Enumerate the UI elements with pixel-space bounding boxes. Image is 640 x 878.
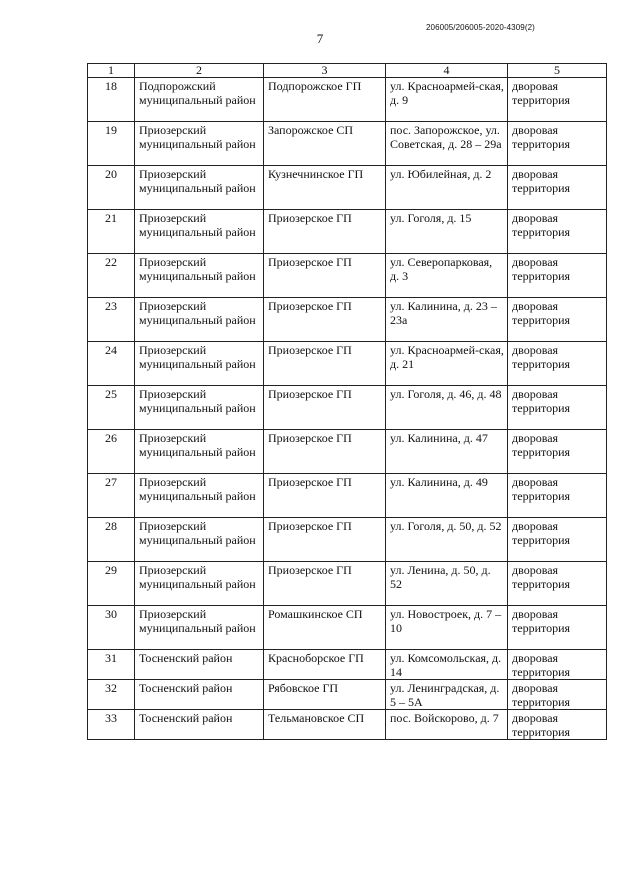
cell-type: дворовая территория: [508, 562, 607, 606]
cell-type: дворовая территория: [508, 680, 607, 710]
cell-type: дворовая территория: [508, 518, 607, 562]
cell-district: Приозерский муниципальный район: [135, 298, 264, 342]
cell-address: ул. Ленина, д. 50, д. 52: [386, 562, 508, 606]
table-row: [88, 710, 607, 740]
cell-district: Приозерский муниципальный район: [135, 562, 264, 606]
cell-type: дворовая территория: [508, 650, 607, 680]
cell-type: дворовая территория: [508, 386, 607, 430]
cell-address: ул. Гоголя, д. 15: [386, 210, 508, 254]
cell-type: дворовая территория: [508, 254, 607, 298]
cell-type: дворовая территория: [508, 122, 607, 166]
cell-settlement: Красноборское ГП: [264, 650, 386, 680]
cell-type: дворовая территория: [508, 210, 607, 254]
cell-address: ул. Ленинградская, д. 5 – 5А: [386, 680, 508, 710]
cell-district: Приозерский муниципальный район: [135, 122, 264, 166]
column-header: 3: [264, 64, 386, 78]
addresses-table: [87, 63, 607, 740]
page-number: 7: [316, 31, 324, 46]
table-row: [88, 430, 607, 474]
table-row: [88, 680, 607, 710]
cell-district: Подпорожский муниципальный район: [135, 78, 264, 122]
cell-address: ул. Калинина, д. 23 – 23а: [386, 298, 508, 342]
cell-num: 21: [88, 210, 135, 254]
cell-address: ул. Калинина, д. 47: [386, 430, 508, 474]
cell-settlement: Приозерское ГП: [264, 298, 386, 342]
cell-settlement: Приозерское ГП: [264, 210, 386, 254]
table-row: [88, 78, 607, 122]
cell-type: дворовая территория: [508, 78, 607, 122]
cell-num: 22: [88, 254, 135, 298]
cell-address: пос. Войскорово, д. 7: [386, 710, 508, 740]
column-header: 5: [508, 64, 607, 78]
cell-num: 24: [88, 342, 135, 386]
cell-settlement: Приозерское ГП: [264, 474, 386, 518]
cell-num: 19: [88, 122, 135, 166]
cell-district: Приозерский муниципальный район: [135, 518, 264, 562]
cell-address: ул. Гоголя, д. 50, д. 52: [386, 518, 508, 562]
cell-num: 20: [88, 166, 135, 210]
table-row: [88, 254, 607, 298]
table-row: [88, 474, 607, 518]
cell-num: 32: [88, 680, 135, 710]
cell-district: Приозерский муниципальный район: [135, 606, 264, 650]
cell-type: дворовая территория: [508, 430, 607, 474]
cell-settlement: Кузнечнинское ГП: [264, 166, 386, 210]
cell-district: Приозерский муниципальный район: [135, 474, 264, 518]
cell-district: Приозерский муниципальный район: [135, 386, 264, 430]
table-row: [88, 122, 607, 166]
cell-type: дворовая территория: [508, 606, 607, 650]
cell-num: 26: [88, 430, 135, 474]
cell-district: Приозерский муниципальный район: [135, 430, 264, 474]
table-row: [88, 298, 607, 342]
cell-num: 28: [88, 518, 135, 562]
table-row: [88, 166, 607, 210]
table-row: [88, 606, 607, 650]
cell-address: ул. Калинина, д. 49: [386, 474, 508, 518]
cell-settlement: Приозерское ГП: [264, 386, 386, 430]
table-row: [88, 562, 607, 606]
cell-settlement: Запорожское СП: [264, 122, 386, 166]
table-row: [88, 650, 607, 680]
cell-settlement: Рябовское ГП: [264, 680, 386, 710]
cell-address: ул. Комсомольская, д. 14: [386, 650, 508, 680]
cell-num: 25: [88, 386, 135, 430]
cell-address: ул. Северопарковая, д. 3: [386, 254, 508, 298]
cell-address: ул. Красноармей-ская, д. 21: [386, 342, 508, 386]
table-row: [88, 386, 607, 430]
cell-type: дворовая территория: [508, 474, 607, 518]
cell-district: Тосненский район: [135, 710, 264, 740]
cell-district: Приозерский муниципальный район: [135, 342, 264, 386]
cell-num: 23: [88, 298, 135, 342]
cell-num: 33: [88, 710, 135, 740]
cell-address: ул. Гоголя, д. 46, д. 48: [386, 386, 508, 430]
cell-settlement: Тельмановское СП: [264, 710, 386, 740]
cell-district: Приозерский муниципальный район: [135, 254, 264, 298]
cell-district: Тосненский район: [135, 680, 264, 710]
cell-settlement: Приозерское ГП: [264, 562, 386, 606]
cell-address: ул. Новостроек, д. 7 – 10: [386, 606, 508, 650]
cell-address: ул. Юбилейная, д. 2: [386, 166, 508, 210]
cell-settlement: Ромашкинское СП: [264, 606, 386, 650]
cell-settlement: Приозерское ГП: [264, 518, 386, 562]
cell-type: дворовая территория: [508, 342, 607, 386]
cell-district: Тосненский район: [135, 650, 264, 680]
cell-num: 29: [88, 562, 135, 606]
cell-settlement: Подпорожское ГП: [264, 78, 386, 122]
cell-district: Приозерский муниципальный район: [135, 210, 264, 254]
table-row: [88, 518, 607, 562]
cell-district: Приозерский муниципальный район: [135, 166, 264, 210]
cell-address: пос. Запорожское, ул. Советская, д. 28 – 29а: [386, 122, 508, 166]
cell-settlement: Приозерское ГП: [264, 342, 386, 386]
cell-num: 31: [88, 650, 135, 680]
cell-num: 30: [88, 606, 135, 650]
cell-type: дворовая территория: [508, 298, 607, 342]
cell-type: дворовая территория: [508, 166, 607, 210]
table-row: [88, 342, 607, 386]
cell-settlement: Приозерское ГП: [264, 430, 386, 474]
document-code: 206005/206005-2020-4309(2): [426, 23, 535, 32]
column-header: 1: [88, 64, 135, 78]
cell-address: ул. Красноармей-ская, д. 9: [386, 78, 508, 122]
table-header-row: [88, 64, 607, 78]
cell-type: дворовая территория: [508, 710, 607, 740]
column-header: 4: [386, 64, 508, 78]
cell-num: 18: [88, 78, 135, 122]
column-header: 2: [135, 64, 264, 78]
cell-settlement: Приозерское ГП: [264, 254, 386, 298]
cell-num: 27: [88, 474, 135, 518]
table-row: [88, 210, 607, 254]
